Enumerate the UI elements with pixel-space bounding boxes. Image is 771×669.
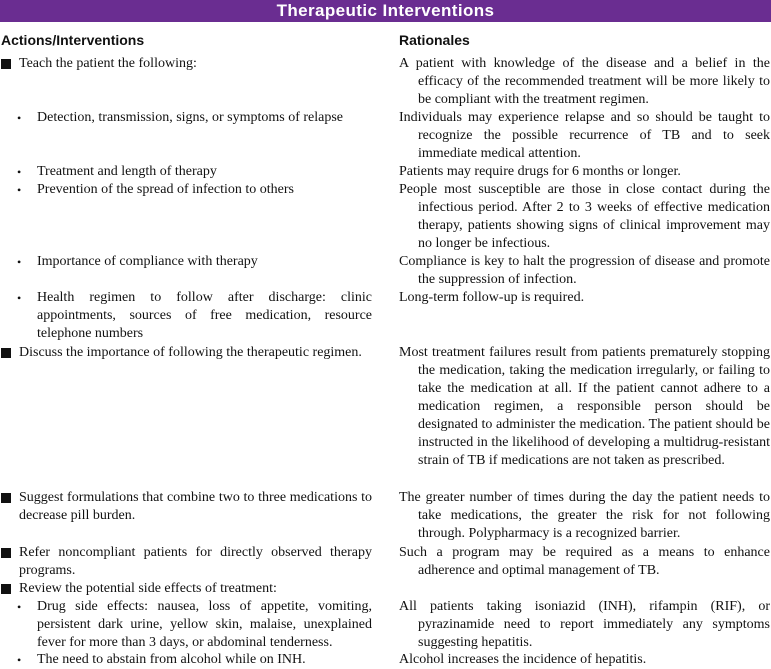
dot-bullet-icon: • xyxy=(17,600,22,614)
action-text: Treatment and length of therapy xyxy=(37,164,217,179)
action-text: Teach the patient the following: xyxy=(19,56,197,71)
action-text: Importance of compliance with therapy xyxy=(37,254,258,269)
square-bullet-icon xyxy=(1,493,11,503)
dot-bullet-icon: • xyxy=(17,653,22,667)
square-bullet-icon xyxy=(1,59,11,69)
dot-bullet-icon: • xyxy=(17,291,22,305)
action-text: Prevention of the spread of infection to others xyxy=(37,182,294,197)
rationale-text: Long-term follow-up is required. xyxy=(399,290,585,305)
dot-bullet-icon: • xyxy=(17,111,22,125)
action-text: Refer noncompliant patients for directly observed therapy programs. xyxy=(19,545,372,578)
square-bullet-icon xyxy=(1,584,11,594)
actions-column-header: Actions/Interventions xyxy=(1,32,145,48)
action-text: Review the potential side effects of treatment: xyxy=(19,581,277,596)
rationale-text: Most treatment failures result from patients prematurely stopping the medication, taking the medication irregularly, or failing to take the medication at all. If the patient cannot adhere to a medication regimen, a responsible person should be designated to administer the medication. The patient should be instructed in the likelihood of developing a multidrug-resistant strain of TB if medications are not taken as prescribed. xyxy=(399,345,770,468)
rationale-text: Individuals may experience relapse and so should be taught to recognize the possible recurrence of TB and to seek immediate medical attention. xyxy=(399,110,770,161)
section-banner: Therapeutic Interventions xyxy=(0,0,771,22)
rationale-text: Alcohol increases the incidence of hepatitis. xyxy=(399,652,647,667)
action-text: Detection, transmission, signs, or symptoms of relapse xyxy=(37,110,344,125)
action-text: Suggest formulations that combine two to three medications to decrease pill burden. xyxy=(19,490,372,523)
square-bullet-icon xyxy=(1,548,11,558)
dot-bullet-icon: • xyxy=(17,255,22,269)
rationale-text: Patients may require drugs for 6 months or longer. xyxy=(399,164,681,179)
rationale-text: The greater number of times during the day the patient needs to take medications, the greater the risk for not following through. Polypharmacy is a recognized barrier. xyxy=(399,490,770,541)
rationales-column-header: Rationales xyxy=(399,32,470,48)
rationale-text: All patients taking isoniazid (INH), rifampin (RIF), or pyrazinamide need to report immediately any symptoms suggesting hepatitis. xyxy=(399,599,770,650)
rationale-text: A patient with knowledge of the disease and a belief in the efficacy of the recommended treatment will be more likely to be compliant with the treatment regimen. xyxy=(399,56,770,107)
action-text: Drug side effects: nausea, loss of appetite, vomiting, persistent dark urine, yellow skin, malaise, unexplained fever for more than 3 days, or abdominal tenderness. xyxy=(37,599,372,650)
square-bullet-icon xyxy=(1,348,11,358)
action-text: The need to abstain from alcohol while on INH. xyxy=(37,652,306,667)
action-text: Health regimen to follow after discharge: clinic appointments, sources of free medication, resource telephone numbers xyxy=(37,290,372,341)
rationale-text: Such a program may be required as a means to enhance adherence and optimal management of TB. xyxy=(399,545,770,578)
rationale-text: People most susceptible are those in close contact during the infectious period. After 2 to 3 weeks of effective medication therapy, patients showing signs of clinical improvement may no longer be infectious. xyxy=(399,182,770,251)
action-text: Discuss the importance of following the therapeutic regimen. xyxy=(19,345,362,360)
rationale-text: Compliance is key to halt the progression of disease and promote the suppression of infection. xyxy=(399,254,770,287)
dot-bullet-icon: • xyxy=(17,183,22,197)
dot-bullet-icon: • xyxy=(17,165,22,179)
